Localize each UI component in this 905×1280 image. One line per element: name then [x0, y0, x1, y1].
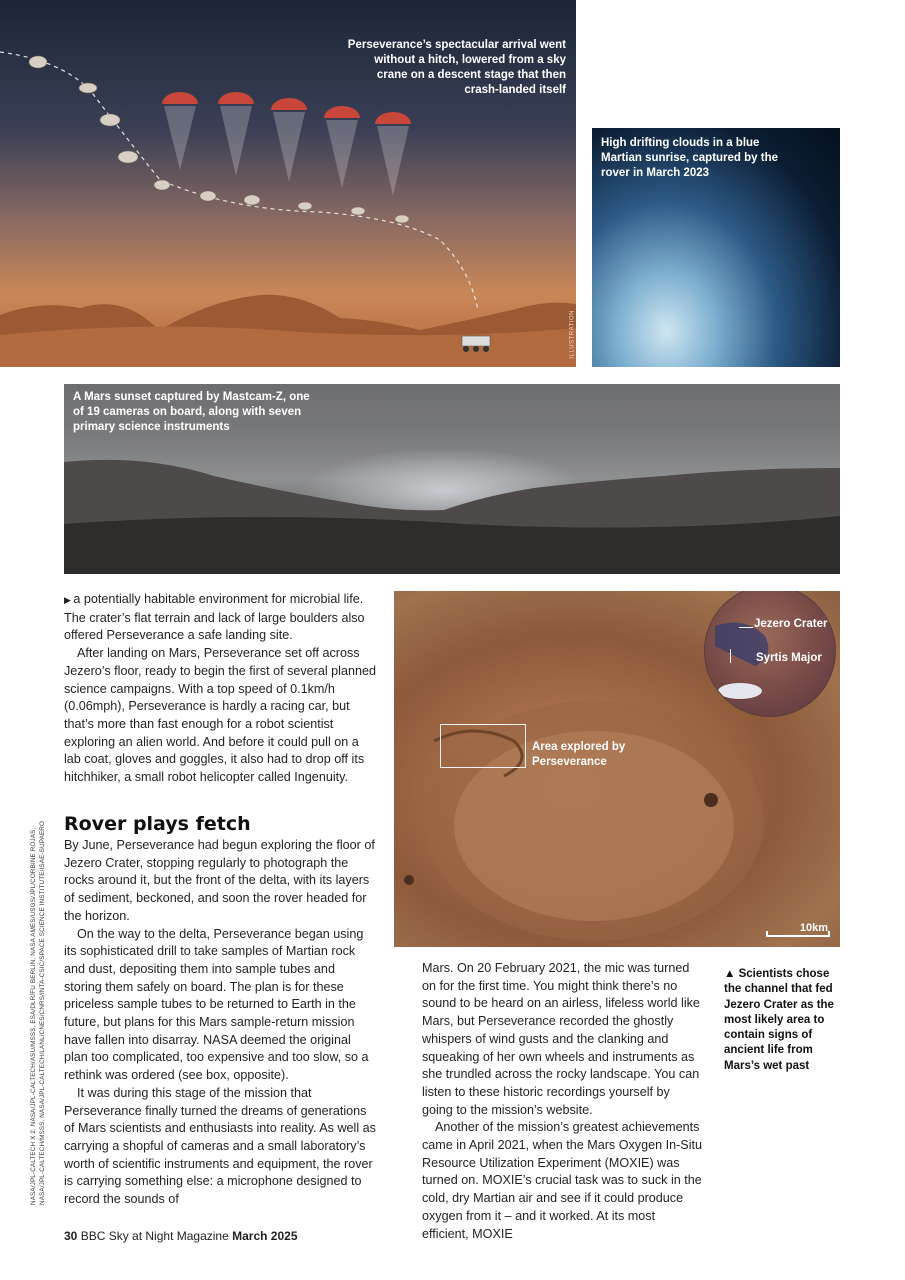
continued-arrow-icon: ▶ — [64, 595, 74, 605]
article-column-1a — [64, 591, 376, 787]
sunset-caption: A Mars sunset captured by Mastcam-Z, one of 19 cameras on board, along with seven primary science instruments — [73, 391, 310, 433]
explored-area-box — [440, 724, 526, 768]
scale-label: 10km — [799, 922, 828, 934]
paragraph: ▶ a potentially habitable environment for microbial life. The crater’s flat terrain and lack of large boulders also offered Perseverance a safe landing site. — [64, 592, 365, 643]
paragraph: On the way to the delta, Perseverance began using its sophisticated drill to take samples of Martian rock and dust, depositing them into sample tubes and storing them safely on board. The plan is for these priceless sample tubes to be returned to Earth in the future, but plans for this Mars sample-return mission have fallen into disarray. NASA deemed the original plan too complicated, too expensive and too slow, so a rethink was ordered (see box, opposite). — [64, 926, 369, 1083]
paragraph: By June, Perseverance had begun exploring the floor of Jezero Crater, stopping regularly to photograph the rocks around it, but the front of the delta, with its layers of sediment, beckoned, and soon the rover headed for the horizon. — [64, 838, 375, 923]
paragraph: Mars. On 20 February 2021, the mic was turned on for the first time. You might think there’s no sound to be heard on an airless, lifeless world like Mars, but Perseverance recorded the ghostly whispers of wind gusts and the clanking and squeaking of her own wheels and instruments as she trundled across the rocky landscape. You can listen to these historic recordings yourself by going to the mission’s website. — [422, 961, 700, 1117]
jezero-map — [394, 591, 840, 947]
credit-line-1: NASA/JPL-CALTECH X 2, NASA/JPL-CALTECH/ASU/MSSS, ESA/DLR/FU BERLIN, NASA AMES/USGS/JPL/CORBINE ROJAS, — [30, 827, 37, 1205]
paragraph: Another of the mission’s greatest achievements came in April 2021, when the Mars Oxygen In-Situ Resource Utilization Experiment (MOXIE) was turned on. MOXIE’s crucial task was to suck in the cold, dry Martian air and see if it could produce oxygen from it – and it worked. At its most efficient, MOXIE — [422, 1120, 703, 1241]
paragraph: It was during this stage of the mission that Perseverance finally turned the dreams of generations of Mars scientists and enthusiasts into reality. As well as carrying a shopful of cameras and a small laboratory’s worth of scientific instruments and equipment, the rover is carrying something else: a microphone designed to record the sounds of — [64, 1085, 376, 1207]
issue-date: March 2025 — [232, 1229, 298, 1243]
page-number: 30 — [64, 1229, 78, 1243]
map-caption: ▲ Scientists chose the channel that fed Jezero Crater as the most likely area to contain signs of ancient life from Mars’s wet past — [724, 968, 834, 1072]
descent-caption: Perseverance’s spectacular arrival went without a hitch, lowered from a sky crane on a descent stage that then crash-landed itself — [347, 39, 566, 96]
magazine-name: BBC Sky at Night Magazine — [80, 1229, 229, 1243]
jezero-crater-label: Jezero Crater — [754, 618, 828, 630]
syrtis-major-label: Syrtis Major — [756, 652, 822, 664]
paragraph: After landing on Mars, Perseverance set off across Jezero’s floor, ready to begin the first of several planned science campaigns. With a top speed of 0.1km/h (0.06mph), Perseverance is hardly a racing car, but that’s more than fast enough for a robot scientist exploring an alien world. And before it could pull on a lab coat, gloves and goggles, it also had to drop off its hitchhiker, a small robot helicopter called Ingenuity. — [64, 646, 376, 785]
sunset-photo — [64, 384, 840, 574]
jezero-arrow-icon — [739, 627, 753, 628]
section-subhead: Rover plays fetch — [64, 813, 251, 835]
article-column-1b — [64, 837, 376, 1209]
credit-line-2: NASA/JPL-CALTECH/MSSS, NASA/JPL-CALTECH/LANL/CNES/CNRS/INTA-CSIC/SPACE SCIENCE INSTITUTE/ISAE-SUPAERO — [38, 820, 46, 1205]
article-column-2 — [422, 960, 704, 1243]
illustration-credit: ILLUSTRATION — [570, 310, 576, 359]
clouds-caption: High drifting clouds in a blue Martian sunrise, captured by the rover in March 2023 — [601, 137, 779, 179]
page-footer — [64, 1229, 298, 1243]
syrtis-arrow-icon — [730, 649, 731, 663]
clouds-photo — [592, 128, 840, 367]
explored-area-label: Area explored by Perseverance — [532, 741, 626, 768]
photo-credits — [30, 765, 48, 1205]
descent-illustration — [0, 0, 576, 367]
